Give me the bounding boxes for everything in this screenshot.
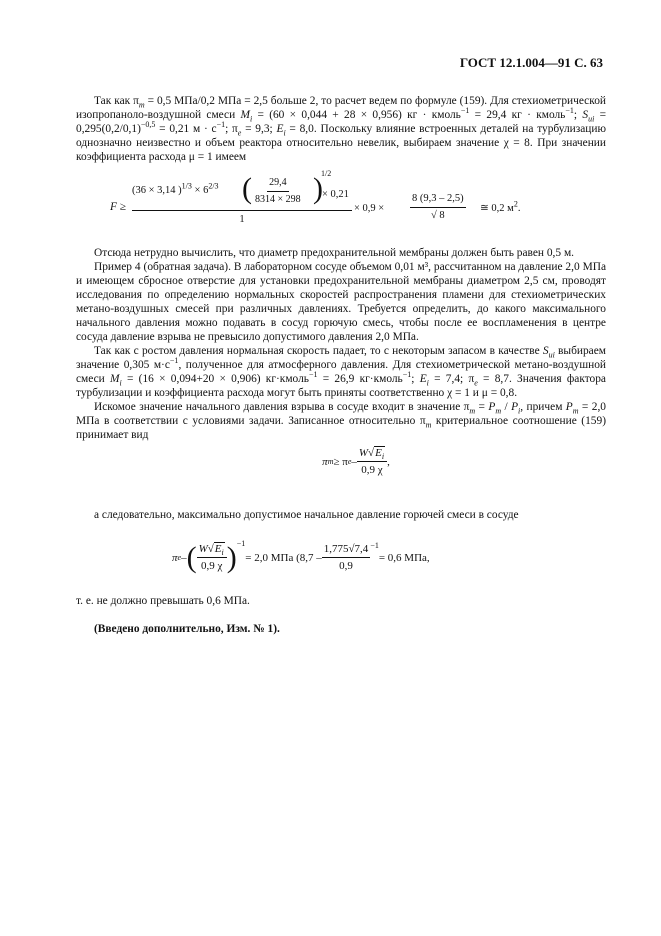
formula-max-pressure: π e – ( $\frac{W√E_i}{0,9 \chi}$ ) $^{-1}$ = 2,0 МПа (8,7 – $\frac{1,775√7,4}{0,9}$ $^{-1}$ = 0,6 МПа, [172, 538, 430, 574]
formula-denominator: 1 [239, 214, 245, 225]
paragraph-6: а следовательно, максимально допустимое начальное давление горючей смеси в сосуде [94, 509, 519, 521]
formula-numerator: (36 × 3,14 )$^{1/3} \times 6^{2/3}$ ( $\frac{29,4}{8314 \times 298}$ ) 1/2 × 0,21 [132, 170, 352, 211]
paragraph-5: Искомое значение начального давления взрыва в сосуде входит в значение $\pi_m = P_m / P_i$, причем $P_m = 2,0$ МПа в соответствии с условиями задачи. Записанное относительно $\pi_m$ критериальное соотношение (159) принимает вид [76, 401, 606, 441]
paragraph-7: т. е. не должно превышать 0,6 МПа. [76, 595, 250, 607]
formula-turbulence-fraction: $\frac{8 (9,3 - 2,5)}{√ 8}$ [412, 193, 464, 221]
formula-area-estimate: F ≥ (36 × 3,14 )$^{1/3} \times 6^{2/3}$ ( $\frac{29,4}{8314 \times 298}$ ) 1/2 × 0,21 1 × 0,9 × $\frac{8 (9,3 - 2,5)}{√ 8}$ ≅ 0,2 $м^2$. [110, 169, 521, 225]
amendment-note: (Введено дополнительно, Изм. № 1). [94, 623, 280, 635]
paragraph-2: Отсюда нетрудно вычислить, что диаметр предохранительной мембраны должен быть равен 0,5 м. [94, 247, 575, 259]
page-header: ГОСТ 12.1.004—91 С. 63 [459, 55, 603, 70]
paragraph-3: Пример 4 (обратная задача). В лабораторном сосуде объемом 0,01 м³, рассчитанном на давление 2,0 МПа и имеющем сбросное отверстие для установки предохранительной мембраны диаметром 2,5 см, проводят исследования по определению нормальных скоростей распространения пламени для стехиометрических метано-воздушных смесей при различных давлениях. Требуется определить, до какого максимального начального давления можно подавать в сосуд горючую смесь, чтобы после ее воспламенения в центре сосуда давление взрыва не превысило допустимого давления 2,0 МПа. [76, 261, 606, 343]
paragraph-4: Так как с ростом давления нормальная скорость падает, то с некоторым запасом в качестве $S_{ui}$ выбираем значение 0,305 $м\cdot с^{-1}$, полученное для атмосферного давления. Для стехиометрической метано-воздушной смеси $M_i = (16 \times 0,094+20 \times 0,906)$ кг·кмоль$^{-1}$ = 26,9 кг·кмоль$^{-1}$; $E_i = 7,4$; $\pi_e = 8,7$. Значения фактора турбулизации и коэффициента расхода могут быть приняты соответственно χ = 1 и μ = 0,8. [76, 345, 607, 399]
formula-criterion: π m ≥ π e – $\frac{W√E_i}{0,9 \chi}$ , [322, 447, 390, 476]
paragraph-1: Так как $\pi_m = 0,5$ МПа/0,2 МПа = 2,5 больше 2, то расчет ведем по формуле (159). Для стехиометрической изопропаноло-воздушной смеси $M_i = (60 \times 0,044 + 28 \times 0,956)$ кг · кмоль$^{-1}$ = 29,4 кг · кмоль$^{-1}$; $S_{ui} = 0,295(0,2/0,1)^{-0,5} = 0,21$ $м \cdot с^{-1}$; $\pi_e = 9,3$; $E_i = 8,0$. Поскольку влияние встроенных деталей на турбулизацию однозначно неизвестно и объем реактора относительно невелик, выбираем значение χ = 8. При значении коэффициента расхода μ = 1 имеем [76, 95, 607, 163]
formula-main-fraction [132, 170, 352, 227]
formula-result: ≅ 0,2 $м^2$. [480, 199, 521, 214]
page-body [76, 94, 606, 636]
formula-lhs: F ≥ [110, 201, 127, 213]
